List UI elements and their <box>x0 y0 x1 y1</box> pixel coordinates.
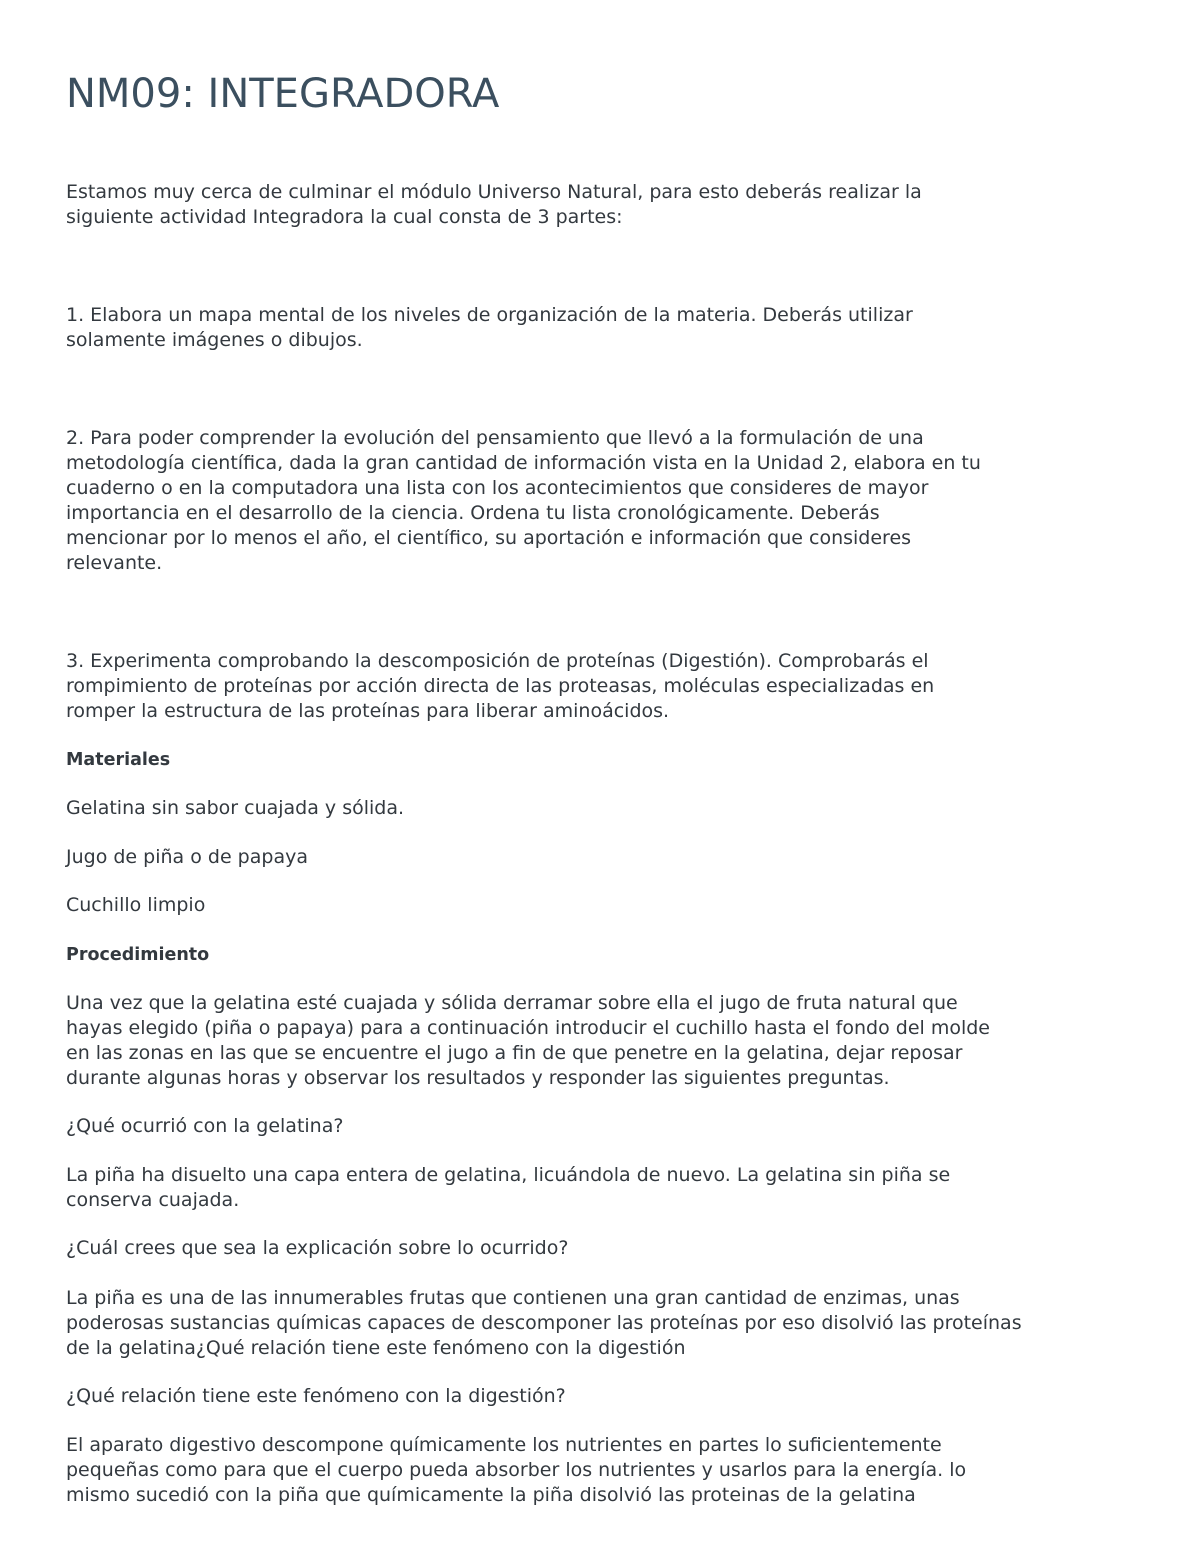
item-2-line: relevante. <box>66 552 163 574</box>
procedimiento-line: en las zonas en las que se encuentre el jugo a fin de que penetre en la gelatina, dejar reposar <box>66 1042 963 1064</box>
answer-1-line: La piña ha disuelto una capa entera de gelatina, licuándola de nuevo. La gelatina sin piña se <box>66 1164 951 1186</box>
item-2-paragraph <box>66 426 1146 576</box>
question-1: ¿Qué ocurrió con la gelatina? <box>66 1115 344 1137</box>
item-1-line: 1. Elabora un mapa mental de los niveles de organización de la materia. Deberás utilizar <box>66 304 913 326</box>
procedimiento-line: durante algunas horas y observar los resultados y responder las siguientes preguntas. <box>66 1067 890 1089</box>
answer-3-paragraph <box>66 1433 1146 1508</box>
intro-line: siguiente actividad Integradora la cual consta de 3 partes: <box>66 206 623 228</box>
item-2-line: cuaderno o en la computadora una lista con los acontecimientos que consideres de mayor <box>66 477 929 499</box>
answer-2-paragraph <box>66 1286 1146 1361</box>
item-3-line: 3. Experimenta comprobando la descomposición de proteínas (Digestión). Comprobarás el <box>66 650 929 672</box>
item-2-line: metodología científica, dada la gran cantidad de información vista en la Unidad 2, elabora en tu <box>66 452 981 474</box>
answer-3-line: mismo sucedió con la piña que químicamente la piña disolvió las proteinas de la gelatina <box>66 1484 916 1506</box>
materiales-heading: Materiales <box>66 750 171 770</box>
procedimiento-paragraph <box>66 991 1146 1091</box>
procedimiento-line: Una vez que la gelatina esté cuajada y sólida derramar sobre ella el jugo de fruta natural que <box>66 992 958 1014</box>
procedimiento-heading: Procedimiento <box>66 945 210 965</box>
item-3-line: rompimiento de proteínas por acción directa de las proteasas, moléculas especializadas en <box>66 675 935 697</box>
item-1-line: solamente imágenes o dibujos. <box>66 329 363 351</box>
material-item: Jugo de piña o de papaya <box>66 846 308 868</box>
material-item: Cuchillo limpio <box>66 894 206 916</box>
item-2-line: mencionar por lo menos el año, el científico, su aportación e información que consideres <box>66 527 912 549</box>
item-3-paragraph <box>66 649 1146 724</box>
answer-3-line: pequeñas como para que el cuerpo pueda absorber los nutrientes y usarlos para la energía. lo <box>66 1459 967 1481</box>
item-3-line: romper la estructura de las proteínas para liberar aminoácidos. <box>66 700 670 722</box>
answer-2-line: de la gelatina¿Qué relación tiene este fenómeno con la digestión <box>66 1337 686 1359</box>
answer-2-line: La piña es una de las innumerables frutas que contienen una gran cantidad de enzimas, unas <box>66 1287 960 1309</box>
procedimiento-line: hayas elegido (piña o papaya) para a continuación introducir el cuchillo hasta el fondo del molde <box>66 1017 990 1039</box>
item-1-paragraph <box>66 303 1146 353</box>
question-2: ¿Cuál crees que sea la explicación sobre lo ocurrido? <box>66 1237 569 1259</box>
answer-2-line: poderosas sustancias químicas capaces de descomponer las proteínas por eso disolvió las proteínas <box>66 1312 1022 1334</box>
answer-1-paragraph <box>66 1163 1146 1213</box>
answer-1-line: conserva cuajada. <box>66 1189 240 1211</box>
intro-line: Estamos muy cerca de culminar el módulo Universo Natural, para esto deberás realizar la <box>66 181 922 203</box>
answer-3-line: El aparato digestivo descompone químicamente los nutrientes en partes lo suficientemente <box>66 1434 942 1456</box>
item-2-line: 2. Para poder comprender la evolución del pensamiento que llevó a la formulación de una <box>66 427 924 449</box>
intro-paragraph <box>66 180 1146 230</box>
item-2-line: importancia en el desarrollo de la ciencia. Ordena tu lista cronológicamente. Deberás <box>66 502 880 524</box>
question-3: ¿Qué relación tiene este fenómeno con la digestión? <box>66 1385 566 1407</box>
page-title: NM09: INTEGRADORA <box>66 71 500 117</box>
material-item: Gelatina sin sabor cuajada y sólida. <box>66 797 405 819</box>
